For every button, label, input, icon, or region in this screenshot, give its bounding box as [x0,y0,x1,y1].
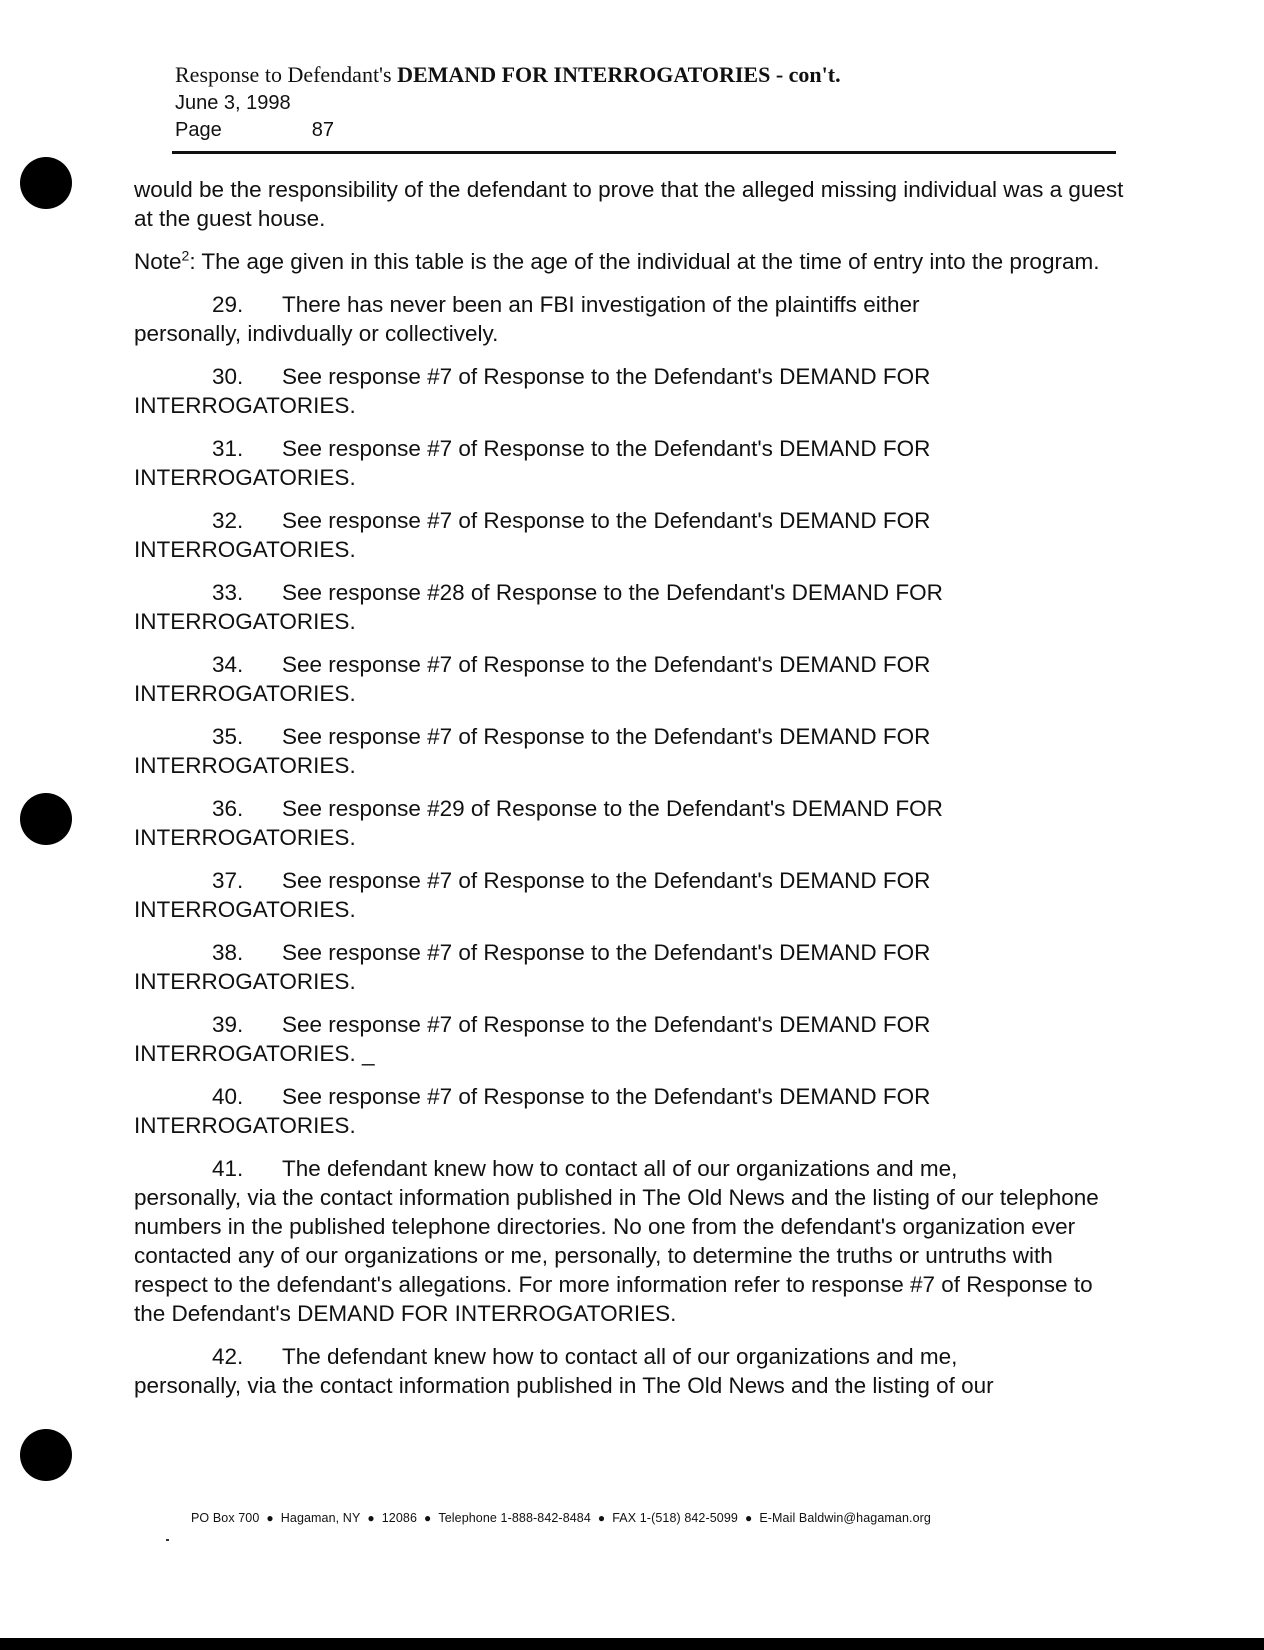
response-item-29 [134,290,1124,348]
header-title-bold: DEMAND FOR INTERROGATORIES - con't. [397,62,841,87]
punch-hole-icon [20,1429,72,1481]
item-first-line: See response #7 of Response to the Defendant's DEMAND FOR [282,724,931,749]
item-first-line: See response #29 of Response to the Defendant's DEMAND FOR [282,796,943,821]
note-paragraph [134,247,1124,276]
item-first-line: The defendant knew how to contact all of our organizations and me, [282,1344,958,1369]
item-first-line: See response #7 of Response to the Defendant's DEMAND FOR [282,508,931,533]
bullet-icon: ● [424,1511,432,1525]
document-body [134,175,1124,1414]
item-first-line: See response #7 of Response to the Defendant's DEMAND FOR [282,652,931,677]
item-first-line: There has never been an FBI investigation of the plaintiffs either [282,292,920,317]
item-rest: personally, via the contact information published in The Old News and the listing of our telephone numbers in the published telephone directories. No one from the defendant's organization ever contacted any of our organizations or me, personally, to determine the truths or untruths with respect to the defendant's allegations. For more information refer to response #7 of Response to the Defendant's DEMAND FOR INTERROGATORIES. [134,1185,1099,1326]
footer-contact [191,1511,931,1525]
item-rest: INTERROGATORIES. [134,897,356,922]
response-item-34 [134,650,1124,708]
item-number: 35. [212,724,244,749]
item-number: 36. [212,796,244,821]
item-number: 29. [212,292,244,317]
item-number: 32. [212,508,244,533]
response-item-35 [134,722,1124,780]
item-rest: personally, via the contact information published in The Old News and the listing of our [134,1373,994,1398]
scan-bottom-edge [0,1638,1264,1650]
bullet-icon: ● [367,1511,375,1525]
footer-email: E-Mail Baldwin@hagaman.org [759,1511,931,1525]
item-first-line: See response #7 of Response to the Defendant's DEMAND FOR [282,1012,931,1037]
note-superscript: 2 [181,247,190,264]
item-rest: INTERROGATORIES. _ [134,1041,375,1066]
response-item-40 [134,1082,1124,1140]
header-date: June 3, 1998 [175,92,291,114]
item-number: 33. [212,580,244,605]
item-rest: personally, indivdually or collectively. [134,321,499,346]
footer-telephone: Telephone 1-888-842-8484 [438,1511,591,1525]
item-first-line: See response #7 of Response to the Defendant's DEMAND FOR [282,364,931,389]
response-item-36 [134,794,1124,852]
item-rest: INTERROGATORIES. [134,393,356,418]
item-number: 40. [212,1084,244,1109]
item-number: 30. [212,364,244,389]
bullet-icon: ● [597,1511,606,1525]
item-rest: INTERROGATORIES. [134,465,356,490]
footer-zip: 12086 [381,1511,418,1525]
header-rule [172,151,1116,154]
response-item-41 [134,1154,1124,1328]
response-item-39 [134,1010,1124,1068]
scan-speck [166,1539,169,1541]
footer-po-box: PO Box 700 [191,1511,260,1525]
header-title [175,62,841,88]
item-rest: INTERROGATORIES. [134,969,356,994]
item-rest: INTERROGATORIES. [134,825,356,850]
item-number: 38. [212,940,244,965]
page-number: 87 [311,119,334,141]
item-first-line: See response #7 of Response to the Defendant's DEMAND FOR [282,940,931,965]
intro-paragraph: would be the responsibility of the defendant to prove that the alleged missing individual was a guest at the guest house. [134,177,1124,231]
response-item-37 [134,866,1124,924]
response-item-42 [134,1342,1124,1400]
item-rest: INTERROGATORIES. [134,609,356,634]
item-rest: INTERROGATORIES. [134,681,356,706]
response-item-32 [134,506,1124,564]
item-first-line: See response #28 of Response to the Defendant's DEMAND FOR [282,580,943,605]
item-number: 39. [212,1012,244,1037]
item-rest: INTERROGATORIES. [134,1113,356,1138]
response-item-38 [134,938,1124,996]
item-number: 31. [212,436,244,461]
header-page [175,119,334,142]
response-item-30 [134,362,1124,420]
page-label: Page [175,119,222,141]
punch-hole-icon [20,157,72,209]
item-first-line: See response #7 of Response to the Defendant's DEMAND FOR [282,1084,931,1109]
item-first-line: See response #7 of Response to the Defendant's DEMAND FOR [282,868,931,893]
note-label: Note [134,249,182,274]
item-number: 41. [212,1156,244,1181]
footer-fax: FAX 1-(518) 842-5099 [612,1511,738,1525]
punch-hole-icon [20,793,72,845]
item-number: 37. [212,868,244,893]
item-first-line: See response #7 of Response to the Defendant's DEMAND FOR [282,436,931,461]
header-prefix: Response to Defendant's [175,62,398,87]
item-rest: INTERROGATORIES. [134,537,356,562]
item-rest: INTERROGATORIES. [134,753,356,778]
response-item-33 [134,578,1124,636]
bullet-icon: ● [744,1511,753,1525]
response-item-31 [134,434,1124,492]
item-number: 42. [212,1344,244,1369]
note-text: : The age given in this table is the age of the individual at the time of entry into the program. [189,249,1100,274]
footer-city: Hagaman, NY [280,1511,361,1525]
bullet-icon: ● [266,1511,274,1525]
item-first-line: The defendant knew how to contact all of our organizations and me, [282,1156,958,1181]
item-number: 34. [212,652,244,677]
